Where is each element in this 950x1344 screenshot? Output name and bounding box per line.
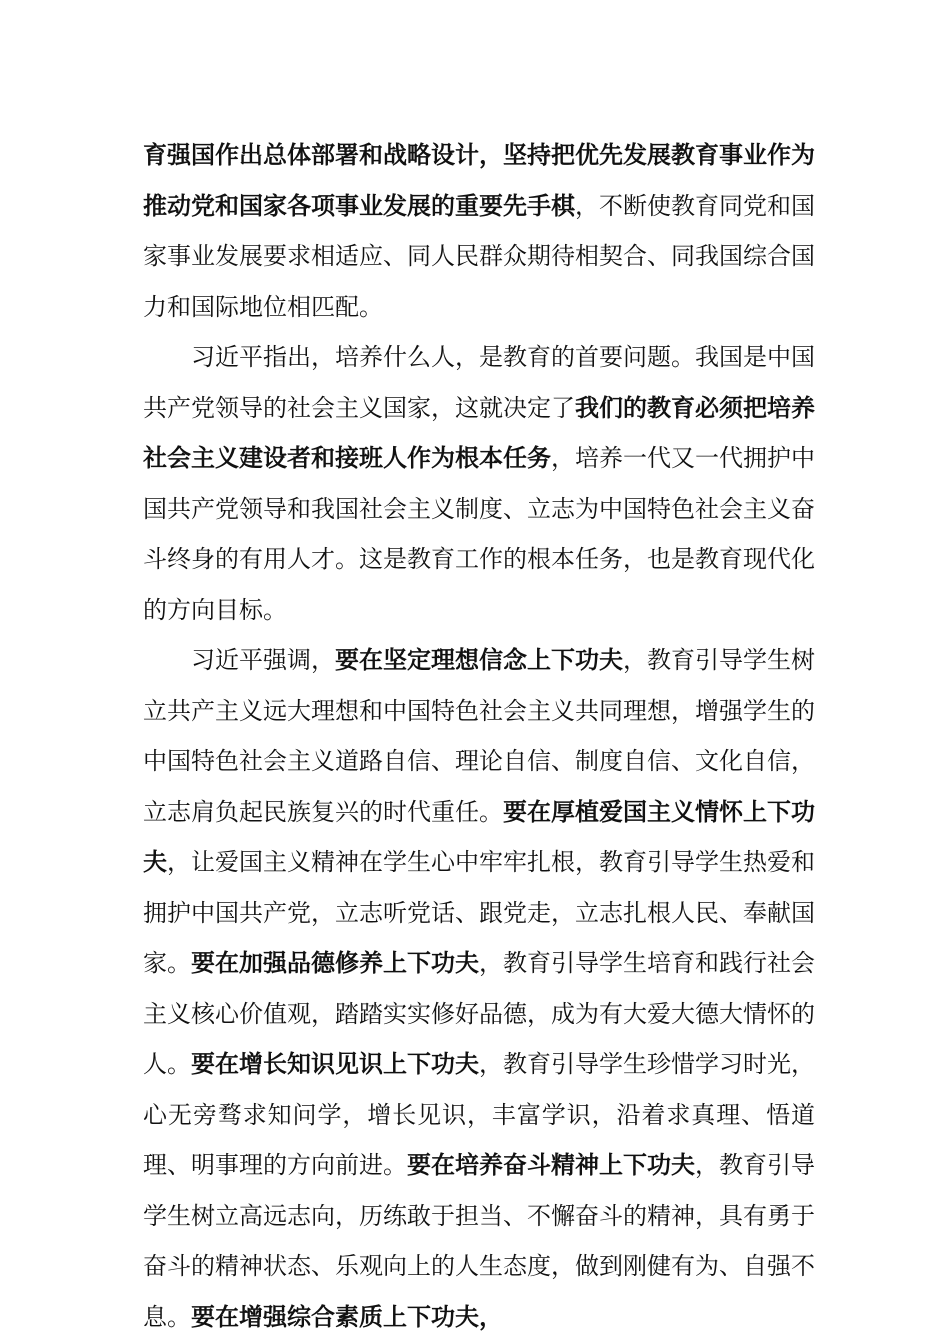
text-run: ，教育引导学生培育和践行社会主义核心价值观，踏踏实实修好品德，成为有大爱大德大情怀的人。 — [143, 949, 815, 1078]
paragraph-3 — [143, 635, 815, 1342]
text-run: ，让爱国主义精神在学生心中牢牢扎根，教育引导学生热爱和拥护中国共产党，立志听党话、跟党走，立志扎根人民、奉献国家。 — [143, 848, 815, 977]
bold-run: 要在坚定理想信念上下功夫 — [335, 646, 623, 674]
text-run: ，教育引导学生树立高远志向，历练敢于担当、不懈奋斗的精神，具有勇于奋斗的精神状态、乐观向上的人生态度，做到刚健有为、自强不息。 — [143, 1151, 815, 1331]
paragraph-2 — [143, 332, 815, 635]
text-run: ，教育引导学生珍惜学习时光，心无旁骛求知问学，增长见识，丰富学识，沿着求真理、悟道理、明事理的方向前进。 — [143, 1050, 815, 1179]
text-run: ，培养一代又一代拥护中国共产党领导和我国社会主义制度、立志为中国特色社会主义奋斗终身的有用人才。这是教育工作的根本任务，也是教育现代化的方向目标。 — [143, 444, 815, 624]
text-run: 习近平强调， — [191, 646, 335, 674]
bold-run: 育强国作出总体部署和战略设计， — [143, 141, 503, 169]
bold-run: 要在厚植爱国主义情怀上下功夫 — [143, 797, 815, 876]
bold-run: 坚持把优先发展教育事业作为推动党和国家各项事业发展的重要先手棋 — [143, 141, 815, 220]
text-run: ，不断使教育同党和国家事业发展要求相适应、同人民群众期待相契合、同我国综合国力和国际地位相匹配。 — [143, 191, 815, 321]
paragraph-1 — [143, 130, 815, 332]
bold-run: 要在加强品德修养上下功夫 — [191, 949, 479, 977]
bold-run: 要在培养奋斗精神上下功夫 — [407, 1151, 695, 1179]
bold-run: 我们的教育必须把培养社会主义建设者和接班人作为根本任务 — [143, 393, 815, 472]
text-run: ，教育引导学生树立共产主义远大理想和中国特色社会主义共同理想，增强学生的中国特色社会主义道路自信、理论自信、制度自信、文化自信，立志肩负起民族复兴的时代重任。 — [143, 646, 815, 826]
bold-run: 要在增强综合素质上下功夫， — [191, 1302, 503, 1331]
bold-run: 要在增长知识见识上下功夫 — [191, 1050, 479, 1078]
text-run: 习近平指出，培养什么人，是教育的首要问题。我国是中国共产党领导的社会主义国家，这就决定了 — [143, 343, 815, 422]
document-body — [143, 130, 815, 1342]
